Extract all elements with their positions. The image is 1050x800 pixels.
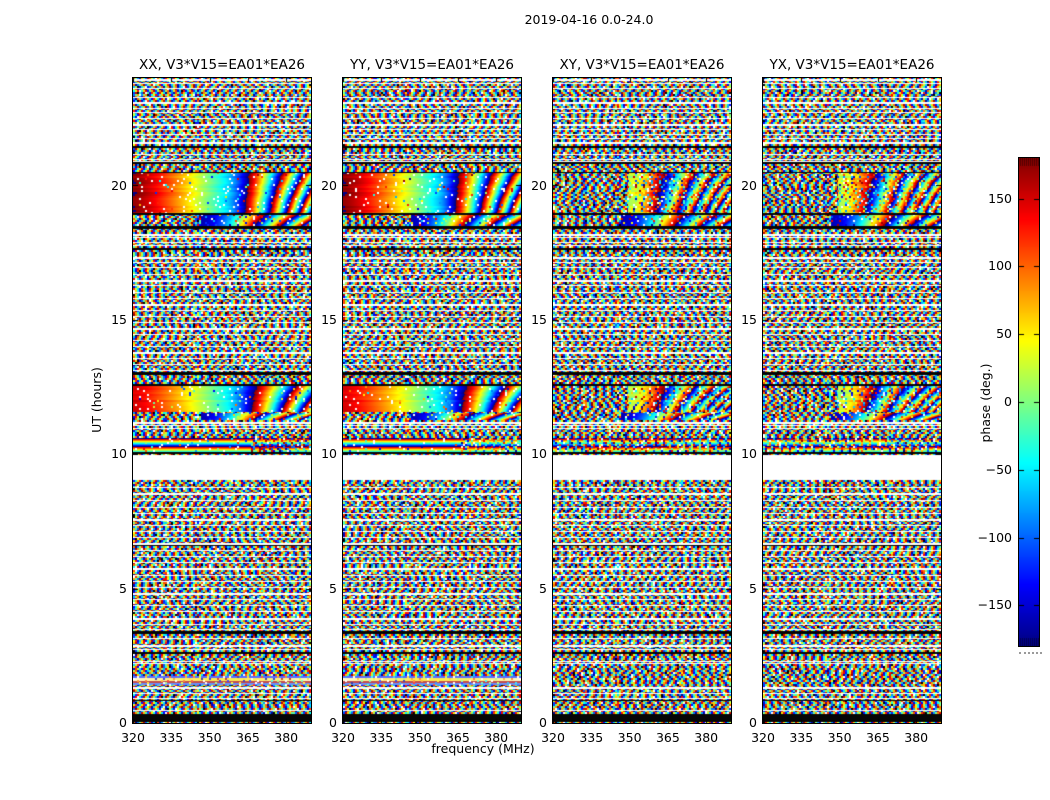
x-tick-label: 320 [121, 730, 145, 745]
y-tick-label: 15 [111, 311, 127, 327]
x-tick-label: 380 [484, 730, 509, 745]
waterfall-canvas-yy [342, 77, 522, 724]
x-tick-label: 350 [617, 730, 642, 745]
x-tick-label: 320 [541, 730, 565, 745]
colorbar-tick-label: 0 [1004, 394, 1012, 409]
x-tick-label: 350 [197, 730, 222, 745]
colorbar-gradient [1018, 157, 1040, 647]
y-tick-label: 20 [741, 177, 757, 193]
x-tick-label: 320 [331, 730, 355, 745]
colorbar-tick-label: 150 [988, 190, 1012, 206]
y-tick-label: 0 [119, 715, 127, 730]
y-tick-label: 0 [749, 715, 757, 730]
panel-title-yx: YX, V3*V15=EA01*EA26 [769, 57, 935, 73]
y-tick-label: 15 [741, 311, 757, 327]
colorbar-tick-label: 50 [996, 326, 1012, 342]
x-tick-label: 320 [751, 730, 775, 745]
colorbar [1018, 157, 1040, 647]
y-tick-label: 5 [539, 580, 547, 596]
y-tick-label: 0 [539, 715, 547, 730]
y-tick-label: 20 [531, 177, 547, 193]
x-tick-label: 380 [274, 730, 299, 745]
y-tick-label: 5 [329, 580, 337, 596]
y-axis-label: UT (hours) [89, 367, 104, 433]
colorbar-tick-label: −50 [985, 461, 1012, 477]
y-tick-label: 5 [119, 580, 127, 596]
panel-xy [552, 57, 732, 724]
panel-title-xy: XY, V3*V15=EA01*EA26 [559, 57, 725, 73]
x-tick-label: 335 [159, 730, 184, 745]
y-tick-label: 0 [329, 715, 337, 730]
colorbar-tick-label: −150 [977, 597, 1012, 613]
x-tick-label: 335 [789, 730, 814, 745]
panel-xx [132, 57, 312, 724]
y-tick-label: 10 [741, 446, 757, 462]
x-axis-label: frequency (MHz) [431, 741, 535, 756]
y-tick-label: 10 [111, 446, 127, 462]
y-tick-label: 10 [531, 446, 547, 462]
y-tick-label: 15 [321, 311, 337, 327]
panel-yx [762, 57, 942, 724]
waterfall-canvas-xx [132, 77, 312, 724]
x-tick-label: 365 [865, 730, 890, 745]
x-tick-label: 365 [655, 730, 680, 745]
waterfall-canvas-xy [552, 77, 732, 724]
panel-title-yy: YY, V3*V15=EA01*EA26 [349, 57, 514, 73]
x-tick-label: 380 [694, 730, 719, 745]
y-tick-label: 5 [749, 580, 757, 596]
y-tick-label: 20 [321, 177, 337, 193]
x-tick-label: 335 [579, 730, 604, 745]
colorbar-underline [1019, 652, 1042, 654]
waterfall-canvas-yx [762, 77, 942, 724]
figure-title: 2019-04-16 0.0-24.0 [524, 12, 654, 27]
x-tick-label: 335 [369, 730, 394, 745]
x-tick-label: 365 [235, 730, 260, 745]
colorbar-label: phase (deg.) [978, 363, 993, 443]
y-tick-label: 15 [531, 311, 547, 327]
colorbar-tick-label: 100 [988, 258, 1012, 274]
y-tick-label: 10 [321, 446, 337, 462]
x-tick-label: 365 [445, 730, 470, 745]
panel-title-xx: XX, V3*V15=EA01*EA26 [138, 57, 305, 73]
x-tick-label: 380 [904, 730, 929, 745]
y-tick-label: 20 [111, 177, 127, 193]
colorbar-tick-label: −100 [977, 529, 1012, 545]
panel-yy [342, 57, 522, 724]
x-tick-label: 350 [407, 730, 432, 745]
x-tick-label: 350 [827, 730, 852, 745]
